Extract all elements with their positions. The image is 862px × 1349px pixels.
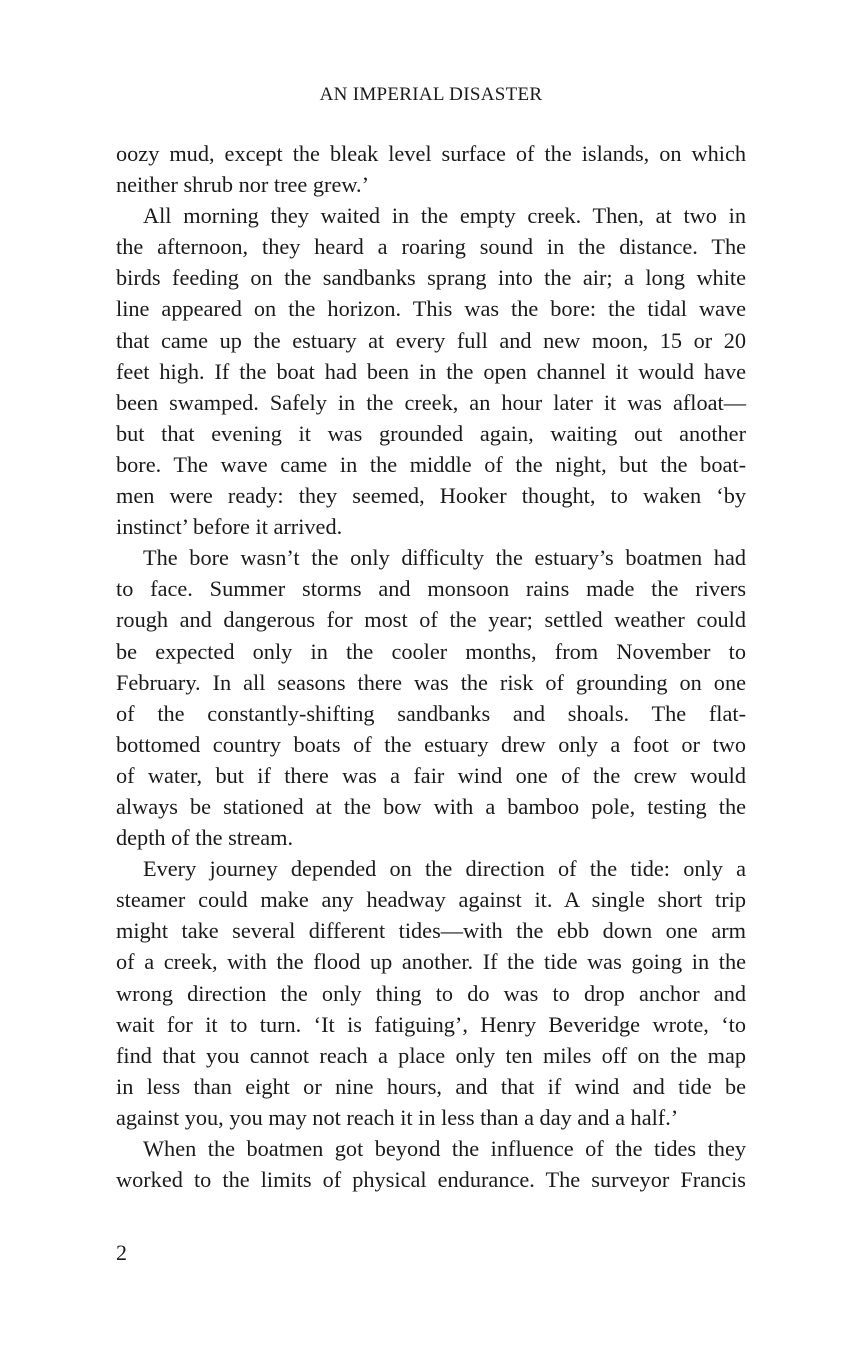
text-line: rough and dangerous for most of the year; settled weather could (116, 607, 746, 633)
text-line: feet high. If the boat had been in the open channel it would have (116, 358, 746, 384)
paragraph-5 (116, 1133, 746, 1195)
text-line: bore. The wave came in the middle of the night, but the boat- (116, 451, 746, 477)
text-line: When the boatmen got beyond the influence of the tides they (143, 1136, 746, 1161)
body-text (116, 138, 746, 1195)
text-line: neither shrub nor tree grew.’ (116, 172, 370, 198)
text-line: The bore wasn’t the only difficulty the estuary’s boatmen had (143, 545, 746, 571)
text-line: worked to the limits of physical endurance. The surveyor Francis (116, 1167, 746, 1193)
text-line: the afternoon, they heard a roaring sound in the distance. The (116, 234, 746, 260)
text-line: of water, but if there was a fair wind one of the crew would (116, 762, 746, 788)
text-line: February. In all seasons there was the risk of grounding on one (116, 669, 746, 695)
text-line: oozy mud, except the bleak level surface of the islands, on which (116, 141, 746, 166)
page-number: 2 (116, 1240, 127, 1265)
text-line: always be stationed at the bow with a bamboo pole, testing the (116, 793, 746, 819)
paragraph-2 (116, 200, 746, 542)
text-line: line appeared on the horizon. This was the bore: the tidal wave (116, 296, 746, 322)
text-line: against you, you may not reach it in less than a day and a half.’ (116, 1104, 679, 1130)
text-line: wrong direction the only thing to do was to drop anchor and (116, 980, 746, 1006)
text-line: men were ready: they seemed, Hooker thought, to waken ‘by (116, 483, 746, 509)
text-line: bottomed country boats of the estuary drew only a foot or two (116, 731, 746, 757)
text-line: to face. Summer storms and monsoon rains made the rivers (116, 576, 746, 602)
text-line: be expected only in the cooler months, from November to (116, 638, 746, 664)
text-line: Every journey depended on the direction of the tide: only a (143, 856, 746, 882)
text-line: instinct’ before it arrived. (116, 514, 343, 540)
paragraph-1 (116, 138, 746, 200)
text-line: steamer could make any headway against it. A single short trip (116, 887, 746, 913)
running-head: AN IMPERIAL DISASTER (319, 84, 543, 105)
text-line: of a creek, with the flood up another. If the tide was going in the (116, 949, 746, 975)
text-line: but that evening it was grounded again, waiting out another (116, 420, 746, 446)
paragraph-3 (116, 542, 746, 853)
text-line: birds feeding on the sandbanks sprang into the air; a long white (116, 265, 746, 291)
text-line: that came up the estuary at every full and new moon, 15 or 20 (116, 327, 746, 353)
text-line: find that you cannot reach a place only ten miles off on the map (116, 1042, 746, 1068)
text-line: of the constantly-shifting sandbanks and shoals. The flat- (116, 700, 746, 726)
text-line: in less than eight or nine hours, and that if wind and tide be (116, 1073, 746, 1099)
text-line: wait for it to turn. ‘It is fatiguing’, Henry Beveridge wrote, ‘to (116, 1011, 746, 1037)
paragraph-4 (116, 853, 746, 1133)
text-line: All morning they waited in the empty creek. Then, at two in (143, 203, 746, 229)
text-line: depth of the stream. (116, 825, 294, 851)
text-line: might take several different tides—with the ebb down one arm (116, 918, 746, 944)
text-line: been swamped. Safely in the creek, an hour later it was afloat— (116, 389, 746, 415)
